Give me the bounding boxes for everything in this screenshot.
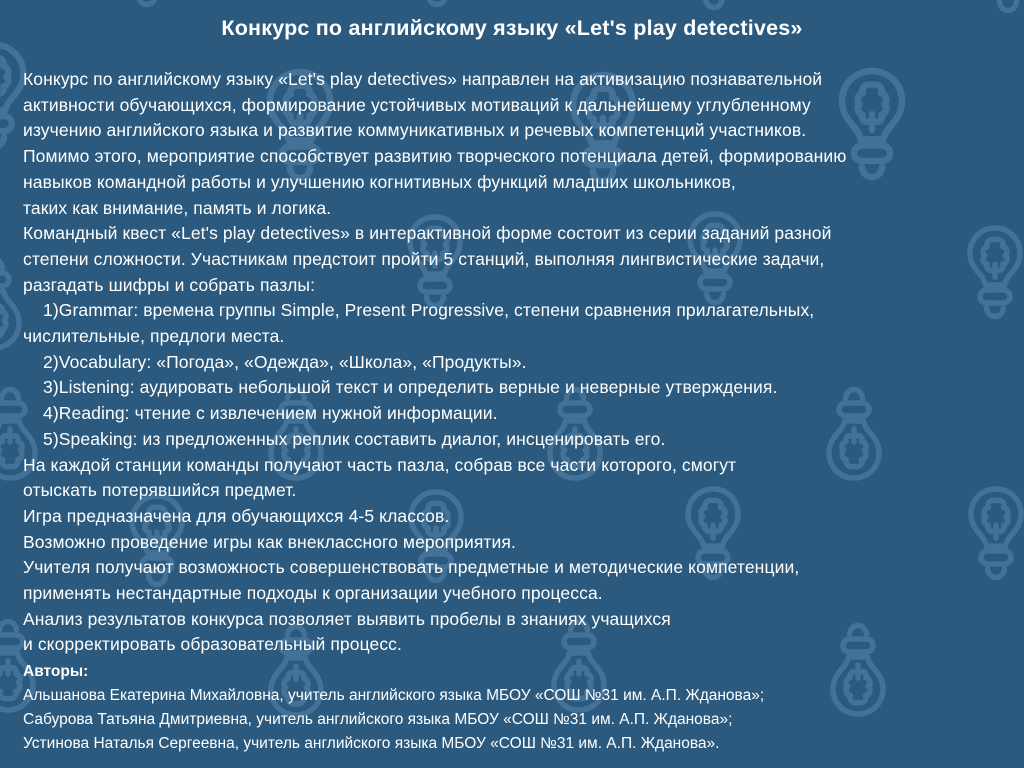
authors-list xyxy=(23,684,1014,756)
text-line: 3)Listening: аудировать небольшой текст и определить верные и неверные утверждения. xyxy=(43,377,778,398)
text-line: Конкурс по английскому языку «Let's play detectives» направлен на активизацию познавательной xyxy=(23,69,823,89)
text-line: изучению английского языка и развитие коммуникативных и речевых компетенций участников. xyxy=(23,120,807,141)
author-line: Сабурова Татьяна Дмитриевна, учитель английского языка МБОУ «СОШ №31 им. А.П. Жданова»; xyxy=(23,711,733,728)
page-title: Конкурс по английскому языку «Let's play detectives» xyxy=(221,16,803,40)
authors-heading: Авторы: xyxy=(23,663,89,680)
text-line: 2)Vocabulary: «Погода», «Одежда», «Школа», «Продукты». xyxy=(43,351,527,372)
text-line: Возможно проведение игры как внеклассного мероприятия. xyxy=(23,531,516,552)
brain-lightbulb-icon xyxy=(407,0,467,17)
text-line: активности обучающихся, формирование устойчивых мотиваций к дальнейшему углубленному xyxy=(23,94,811,115)
text-line: Помимо этого, мероприятие способствует развитию творческого потенциала детей, формированию xyxy=(23,146,847,167)
text-line: Анализ результатов конкурса позволяет выявить пробелы в знаниях учащихся xyxy=(23,608,671,629)
text-line: и скорректировать образовательный процесс. xyxy=(23,634,402,655)
text-line: 1)Grammar: времена группы Simple, Present Progressive, степени сравнения прилагательных, xyxy=(43,300,815,321)
text-line: степени сложности. Участникам предстоит пройти 5 станций, выполняя лингвистические задачи, xyxy=(23,248,825,269)
text-line: 4)Reading: чтение с извлечением нужной информации. xyxy=(43,403,498,424)
brain-lightbulb-icon xyxy=(0,247,24,353)
author-line: Альшанова Екатерина Михайловна, учитель английского языка МБОУ «СОШ №31 им. А.П. Жданова»; xyxy=(23,687,765,704)
brain-lightbulb-icon xyxy=(117,0,177,17)
text-line: 5)Speaking: из предложенных реплик составить диалог, инсценировать его. xyxy=(43,428,666,449)
text-line: навыков командной работы и улучшению когнитивных функций младших школьников, xyxy=(23,171,736,192)
text-line: таких как внимание, память и логика. xyxy=(23,197,332,218)
text-line: применять нестандартные подходы к организации учебного процесса. xyxy=(23,583,603,604)
text-line: числительные, предлоги места. xyxy=(23,326,285,347)
text-line: Командный квест «Let's play detectives» в интерактивной форме состоит из серии заданий разной xyxy=(23,223,832,244)
text-line: Игра предназначена для обучающихся 4-5 классов. xyxy=(23,505,450,526)
text-line: разгадать шифры и собрать пазлы: xyxy=(23,274,316,295)
authors-section xyxy=(23,660,1014,756)
body-text xyxy=(23,67,1014,658)
text-line: Учителя получают возможность совершенствовать предметные и методические компетенции, xyxy=(23,557,800,578)
text-line: На каждой станции команды получают часть пазла, собрав все части которого, смогут xyxy=(23,454,737,475)
text-line: отыскать потерявшийся предмет. xyxy=(23,480,297,501)
author-line: Устинова Наталья Сергеевна, учитель английского языка МБОУ «СОШ №31 им. А.П. Жданова». xyxy=(23,735,720,752)
